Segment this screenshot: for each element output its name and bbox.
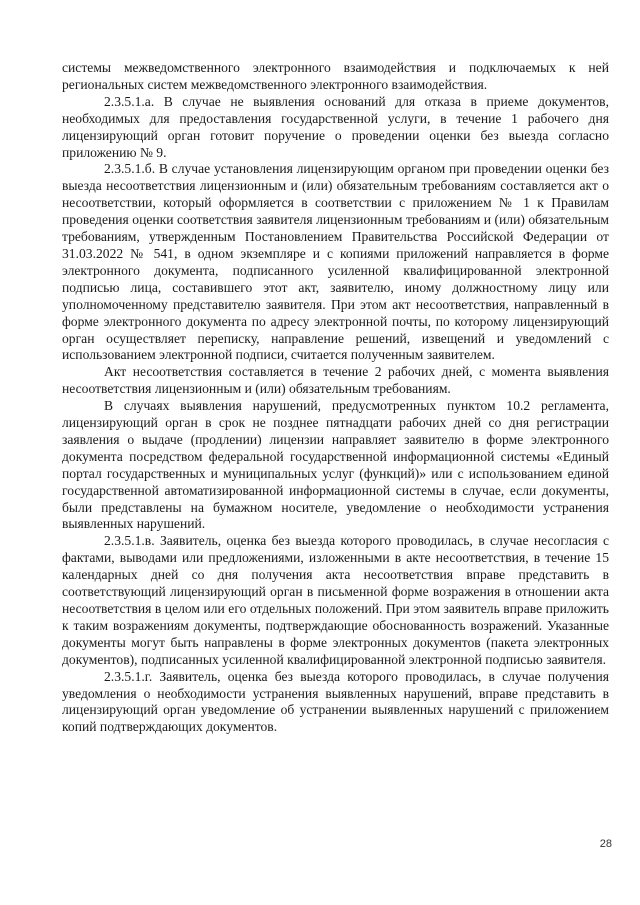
paragraph-2-3-5-1-g: 2.3.5.1.г. Заявитель, оценка без выезда которого проводилась, в случае получения уведомления о необходимости устранения выявленных нарушений, вправе представить в лицензирующий орган уведомление об устранении выявленных нарушений с приложением копий подтверждающих документов.: [62, 668, 609, 735]
paragraph-continuation: системы межведомственного электронного взаимодействия и подключаемых к ней региональных систем межведомственного электронного взаимодействия.: [62, 60, 609, 92]
paragraph-act-deadline: Акт несоответствия составляется в течение 2 рабочих дней, с момента выявления несоответствия лицензионным и (или) обязательным требованиям.: [62, 364, 609, 397]
paragraph-2-3-5-1-b: 2.3.5.1.б. В случае установления лицензирующим органом при проведении оценки без выезда несоответствия лицензионным и (или) обязательным требованиям составляется акт о несоответствии, который оформляется в соответствии с приложением № 1 к Правилам проведения оценки соответствия заявителя лицензионным требованиям и (или) обязательным требованиям, утвержденным Постановлением Правительства Российской Федерации от 31.03.2022 № 541, в одном экземпляре и с копиями приложений направляется в форме электронного документа, подписанного усиленной квалифицированной электронной подписью лица, составившего этот акт, заявителю, иному должностному лицу или уполномоченному представителю заявителя. При этом акт несоответствия, направленный в форме электронного документа по адресу электронной почты, по которому лицензирующий орган осуществляет переписку, направление решений, извещений и уведомлений с использованием электронной подписи, считается полученным заявителем.: [62, 161, 609, 363]
document-body: [62, 60, 609, 736]
paragraph-violations: В случаях выявления нарушений, предусмотренных пунктом 10.2 регламента, лицензирующий орган в срок не позднее пятнадцати рабочих дней со дня регистрации заявления о выдаче (продлении) лицензии направляет заявителю в форме электронного документа посредством федеральной государственной информационной системы «Единый портал государственных и муниципальных услуг (функций)» или с использованием единой государственной автоматизированной информационной системы в случае, если документы, были представлены на бумажном носителе, уведомление о необходимости устранения выявленных нарушений.: [62, 398, 609, 532]
paragraph-2-3-5-1-a: 2.3.5.1.а. В случае не выявления оснований для отказа в приеме документов, необходимых для предоставления государственной услуги, в течение 1 рабочего дня лицензирующий орган готовит поручение о проведении оценки без выезда согласно приложению № 9.: [62, 93, 609, 160]
page-number: 28: [599, 838, 612, 850]
paragraph-2-3-5-1-v: 2.3.5.1.в. Заявитель, оценка без выезда которого проводилась, в случае несогласия с фактами, выводами или предложениями, изложенными в акте несоответствия, в течение 15 календарных дней со дня получения акта несоответствия вправе представить в соответствующий лицензирующий орган в письменной форме возражения в отношении акта несоответствия в целом или его отдельных положений. При этом заявитель вправе приложить к таким возражениям документы, подтверждающие обоснованность возражений. Указанные документы могут быть направлены в форме электронных документов (пакета электронных документов), подписанных усиленной квалифицированной электронной подписью заявителя.: [62, 533, 609, 667]
